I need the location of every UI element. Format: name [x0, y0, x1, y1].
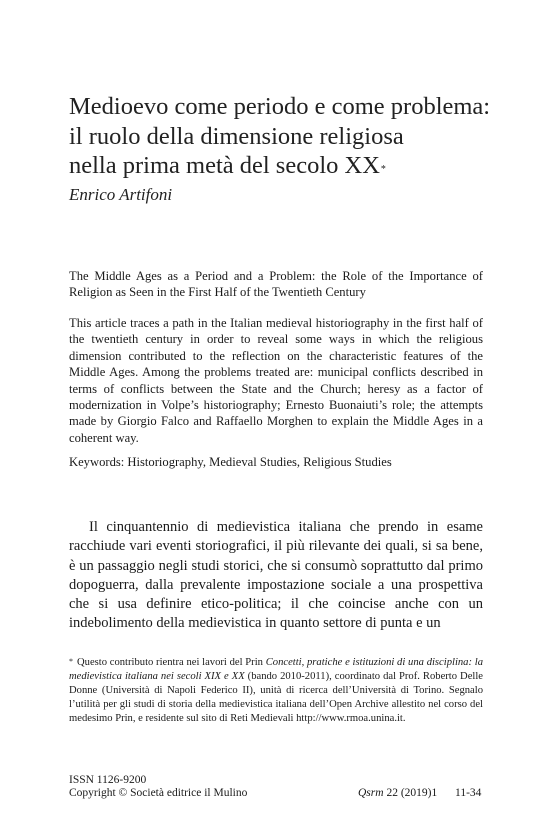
english-title: The Middle Ages as a Period and a Problem: the Role of the Importance of Religion as Seen in the First Half of the Twentieth Century — [69, 269, 483, 300]
title-line-3-text: nella prima metà del secolo XX — [69, 152, 380, 179]
footnote — [69, 656, 483, 726]
title-line-1: Medioevo come periodo e come problema: — [69, 93, 491, 120]
journal-citation — [358, 787, 437, 799]
author-name: Enrico Artifoni — [69, 185, 173, 204]
body-paragraph: Il cinquantennio di medievistica italiana che prendo in esame racchiude vari eventi storiografici, il più rilevante dei quali, si sa bene, è un passaggio negli studi storici, che si consumò soprattutto dal primo dopoguerra, dalla prevalente impostazione sociale a una prospettiva che si usa definire etico-politica; il che coincise anche con un indebolimento della medievistica in quanto settore di punta e un — [69, 519, 483, 632]
title-line-2: il ruolo della dimensione religiosa — [69, 122, 404, 150]
journal-issue: 22 (2019)1 — [383, 787, 438, 799]
journal-name: Qsrm — [358, 787, 384, 799]
footnote-text-before: Questo contributo rientra nei lavori del Prin — [77, 657, 266, 668]
abstract: This article traces a path in the Italian medieval historiography in the first half of the twentieth century in order to reveal some ways in which the religious dimension contributed to the reflection on the characteristic features of the Middle Ages. Among the problems treated are: municipal conflicts described in terms of conflicts between the State and the Church; heresy as a factor of modernization in Volpe’s historiography; Ernesto Buonaiuti’s role; the attempts made by Giorgio Falco and Raffaello Morghen to explain the Middle Ages in a coherent way. — [69, 316, 483, 445]
footnote-mark: * — [69, 657, 73, 666]
title-line-3 — [69, 151, 519, 181]
keywords: Keywords: Historiography, Medieval Studies, Religious Studies — [69, 455, 392, 469]
footnote-project-title: Concetti, pratiche e istituzioni di una disciplina: la medievistica italiana nei secoli XIX e XX — [69, 657, 483, 683]
article-title — [69, 92, 519, 181]
copyright: Copyright © Società editrice il Mulino — [69, 787, 248, 799]
footnote-text-after: (bando 2010-2011), coordinato dal Prof. Roberto Delle Donne (Università di Napoli Federico II), unità di ricerca dell’Università di Torino. Segnalo l’utilità per gli studi di storia della medievistica italiana dell’Open Archive allestito nel corso del medesimo Prin, e residente sul sito di Reti Medievali http://www.rmoa.unina.it. — [69, 671, 483, 725]
issn: ISSN 1126-9200 — [69, 774, 147, 786]
page-range: 11-34 — [455, 787, 482, 799]
title-footnote-mark[interactable]: * — [380, 164, 386, 175]
